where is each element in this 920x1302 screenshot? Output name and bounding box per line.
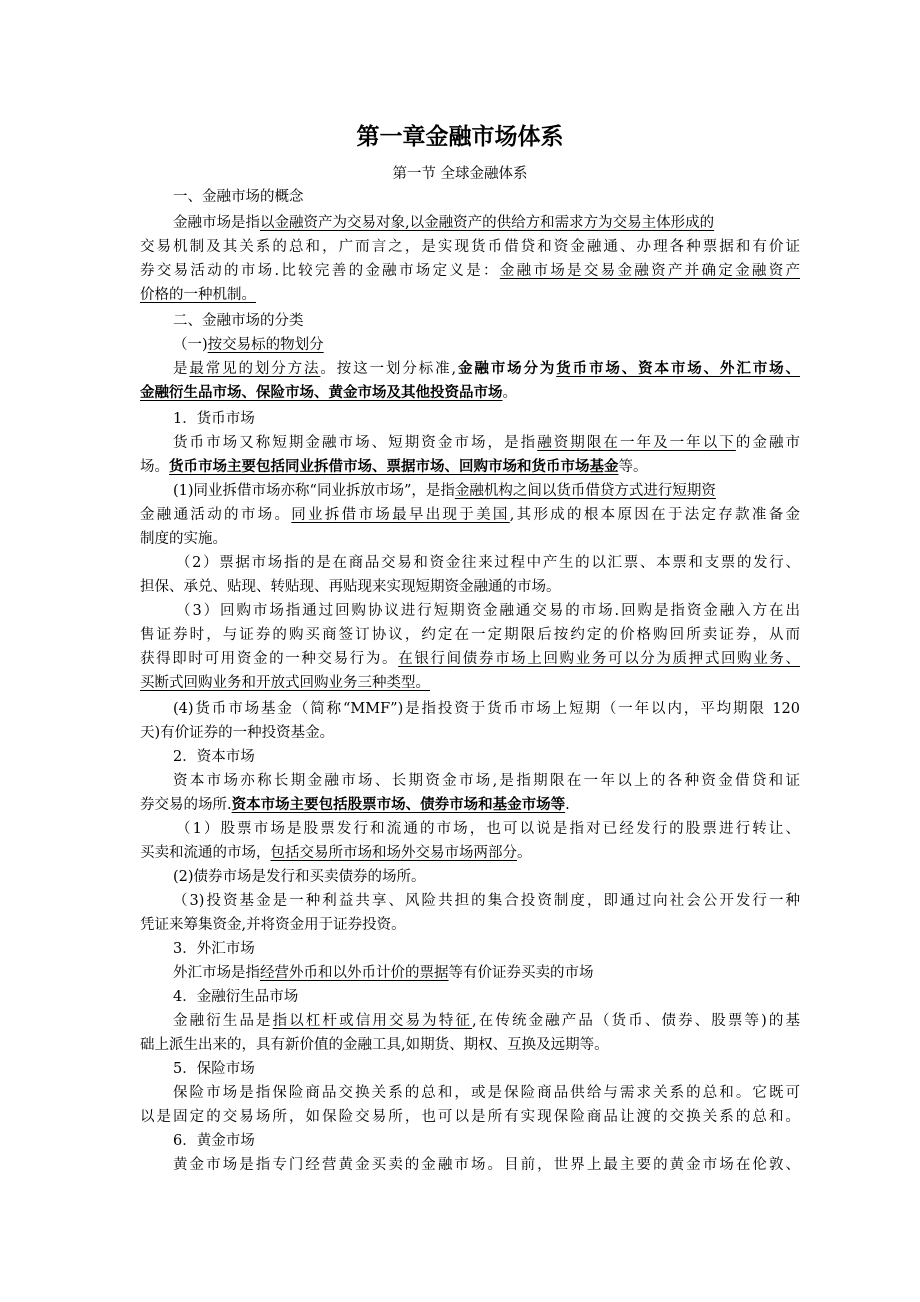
text-line [173,1059,800,1079]
text-line [173,433,800,453]
text-line [140,795,800,815]
text-line [140,285,800,305]
text-segment: 金融通活动的市场。 [140,507,292,523]
text-line [140,915,800,935]
text-segment: 1．货币市场 [173,411,255,427]
text-segment: 资本市场亦称长期金融市场、长期资金市场,是指期限在一年以上的各种资金借贷和证 [173,773,800,789]
underlined-text: 以金融资产为交易对象,以金融资产的供给方和需求方为交易主体形成的 [260,215,715,231]
text-segment: 券交易的场所. [140,797,232,813]
text-segment: 等。 [618,459,648,475]
text-line [173,311,800,331]
text-line [173,891,800,911]
text-segment: 凭证来筹集资金,并将资金用于证券投资。 [140,917,406,933]
text-segment: 4．金融衍生品市场 [173,989,299,1005]
text-line [140,529,800,549]
text-line [173,699,800,719]
text-segment: 6．黄金市场 [173,1133,255,1149]
text-segment: 二、金融市场的分类 [173,313,304,329]
text-segment: 货币市场又称短期金融市场、短期资金市场，是指 [173,435,538,451]
text-line [173,987,800,1007]
underlined-text: 货币市场、资本市场、外汇市场、 [556,360,801,377]
text-line [176,553,800,573]
text-segment: 保险市场是指保险商品交换关系的总和，或是保险商品供给与需求关系的总和。它既可 [173,1085,800,1101]
text-line [173,1155,800,1175]
text-line [176,601,800,621]
text-line [173,747,800,767]
text-line [173,963,800,983]
text-line [140,577,800,597]
text-line [173,1011,800,1031]
underlined-text: 最常见的划分方法 [189,361,321,377]
text-line [140,1107,800,1127]
underlined-text: 资本市场主要包括股票市场、债券市场和基金市场等 [231,796,566,813]
text-line [173,359,800,379]
text-line [140,723,800,743]
text-segment: 。按这一划分标准, [320,361,457,377]
text-line [173,771,800,791]
text-segment: 一、金融市场的概念 [173,189,304,205]
text-segment: 2．资本市场 [173,749,255,765]
text-line [173,187,800,207]
text-line [140,237,800,257]
text-line [173,939,800,959]
text-segment: 交易机制及其关系的总和，广而言之，是实现货币借贷和资金融通、办理各种票据和有价证 [140,239,800,255]
text-segment: 场。 [140,459,169,475]
underlined-text: 金融衍生品市场、保险市场、黄金市场及其他投资品市场 [140,384,503,401]
text-line [140,673,800,693]
underlined-text: 买断式回购业务和开放式回购业务三种类型。 [140,675,430,691]
text-segment: 获得即时可用资金的一种交易行为。 [140,651,399,667]
underlined-text: 金融机构之间以货币借贷方式进行短期资 [454,483,716,499]
text-segment: 金融衍生品是 [173,1013,273,1029]
underlined-text: 货币市场主要包括同业拆借市场、票据市场、回购市场和货币市场基金 [169,458,619,475]
text-segment: 是 [173,361,190,377]
text-segment: 天)有价证券的一种投资基金。 [140,725,335,741]
text-line [173,1131,800,1151]
text-line [140,649,800,669]
text-segment: 买卖和流通的市场， [140,845,271,861]
text-line [173,335,800,355]
section-title: 第一节 全球金融体系 [392,166,528,182]
text-segment: (4)货币市场基金（简称“MMF”)是指投资于货币市场上短期（一年以内，平均期限 120 [173,701,800,717]
underlined-text: 指以杠杆或信用交易为特征 [272,1013,473,1029]
text-segment: 金融市场是指 [173,215,260,231]
text-segment: （1）股票市场是股票发行和流通的市场，也可以说是指对已经发行的股票进行转让、 [176,821,800,837]
chapter-title: 第一章金融市场体系 [356,124,564,150]
text-line [140,261,800,281]
text-line [140,843,800,863]
text-segment: (1)同业拆借市场亦称“同业拆放市场”，是指 [173,483,455,499]
underlined-text: 包括交易所市场和场外交易市场两部分 [270,845,517,861]
text-segment: 3．外汇市场 [173,941,255,957]
text-line [140,1035,800,1055]
text-segment: （2）票据市场指的是在商品交易和资金往来过程中产生的以汇票、本票和支票的发行、 [176,555,800,571]
text-segment: 以是固定的交易场所，如保险交易所，也可以是所有实现保险商品让渡的交换关系的总和。 [140,1109,800,1125]
text-segment: 外汇市场是指 [173,965,260,981]
text-segment: ,其形成的根本原因在于法定存款准备金 [509,507,801,523]
text-segment: 黄金市场是指专门经营黄金买卖的金融市场。目前，世界上最主要的黄金市场在伦敦、 [173,1157,800,1173]
underlined-text: 按交易标的物划分 [207,337,324,353]
text-segment: 券交易活动的市场.比较完善的金融市场定义是： [140,263,500,279]
text-line [173,481,800,501]
underlined-text: 经营外币和以外币计价的票据 [260,965,449,981]
text-segment: 制度的实施。 [140,531,227,547]
text-segment: （一) [173,337,208,353]
text-segment: 等有价证券买卖的市场 [448,965,594,981]
underlined-text: 金融市场是交易金融资产并确定金融资产 [499,263,801,279]
text-line [140,457,800,477]
text-segment: ,在传统金融产品（货币、债券、股票等)的基 [472,1013,801,1029]
text-segment: 。 [517,845,532,861]
text-line [173,213,800,233]
bold-text: 金融市场分为 [456,360,557,377]
text-line [140,505,800,525]
text-line [173,1083,800,1103]
text-line [140,625,800,645]
text-segment: 担保、承兑、贴现、转贴现、再贴现来实现短期资金融通的市场。 [140,579,561,595]
text-segment: 售证券时，与证券的购买商签订协议，约定在一定期限后按约定的价格购回所卖证券，从而 [140,627,800,643]
text-line [140,383,800,403]
underlined-text: 同业拆借市场最早出现于美国 [291,507,510,523]
text-segment: （3)投资基金是一种利益共享、风险共担的集合投资制度，即通过向社会公开发行一种 [173,893,800,909]
text-segment: 5．保险市场 [173,1061,255,1077]
text-segment: （3）回购市场指通过回购协议进行短期资金融通交易的市场.回购是指资金融入方在出 [176,603,800,619]
text-segment: (2)债券市场是发行和买卖债券的场所。 [173,869,426,885]
text-line [176,819,800,839]
text-segment: 础上派生出来的，具有新价值的金融工具,如期货、期权、互换及远期等。 [140,1037,609,1053]
underlined-text: 融资期限在一年及一年以下 [537,435,736,451]
text-segment: 。 [502,385,517,401]
underlined-text: 价格的一种机制。 [140,287,256,303]
text-segment: 的金融市 [735,435,801,451]
text-line [173,409,800,429]
underlined-text: 在银行间债券市场上回购业务可以分为质押式回购业务、 [398,651,801,667]
text-line [173,867,800,887]
text-segment: . [565,797,570,813]
